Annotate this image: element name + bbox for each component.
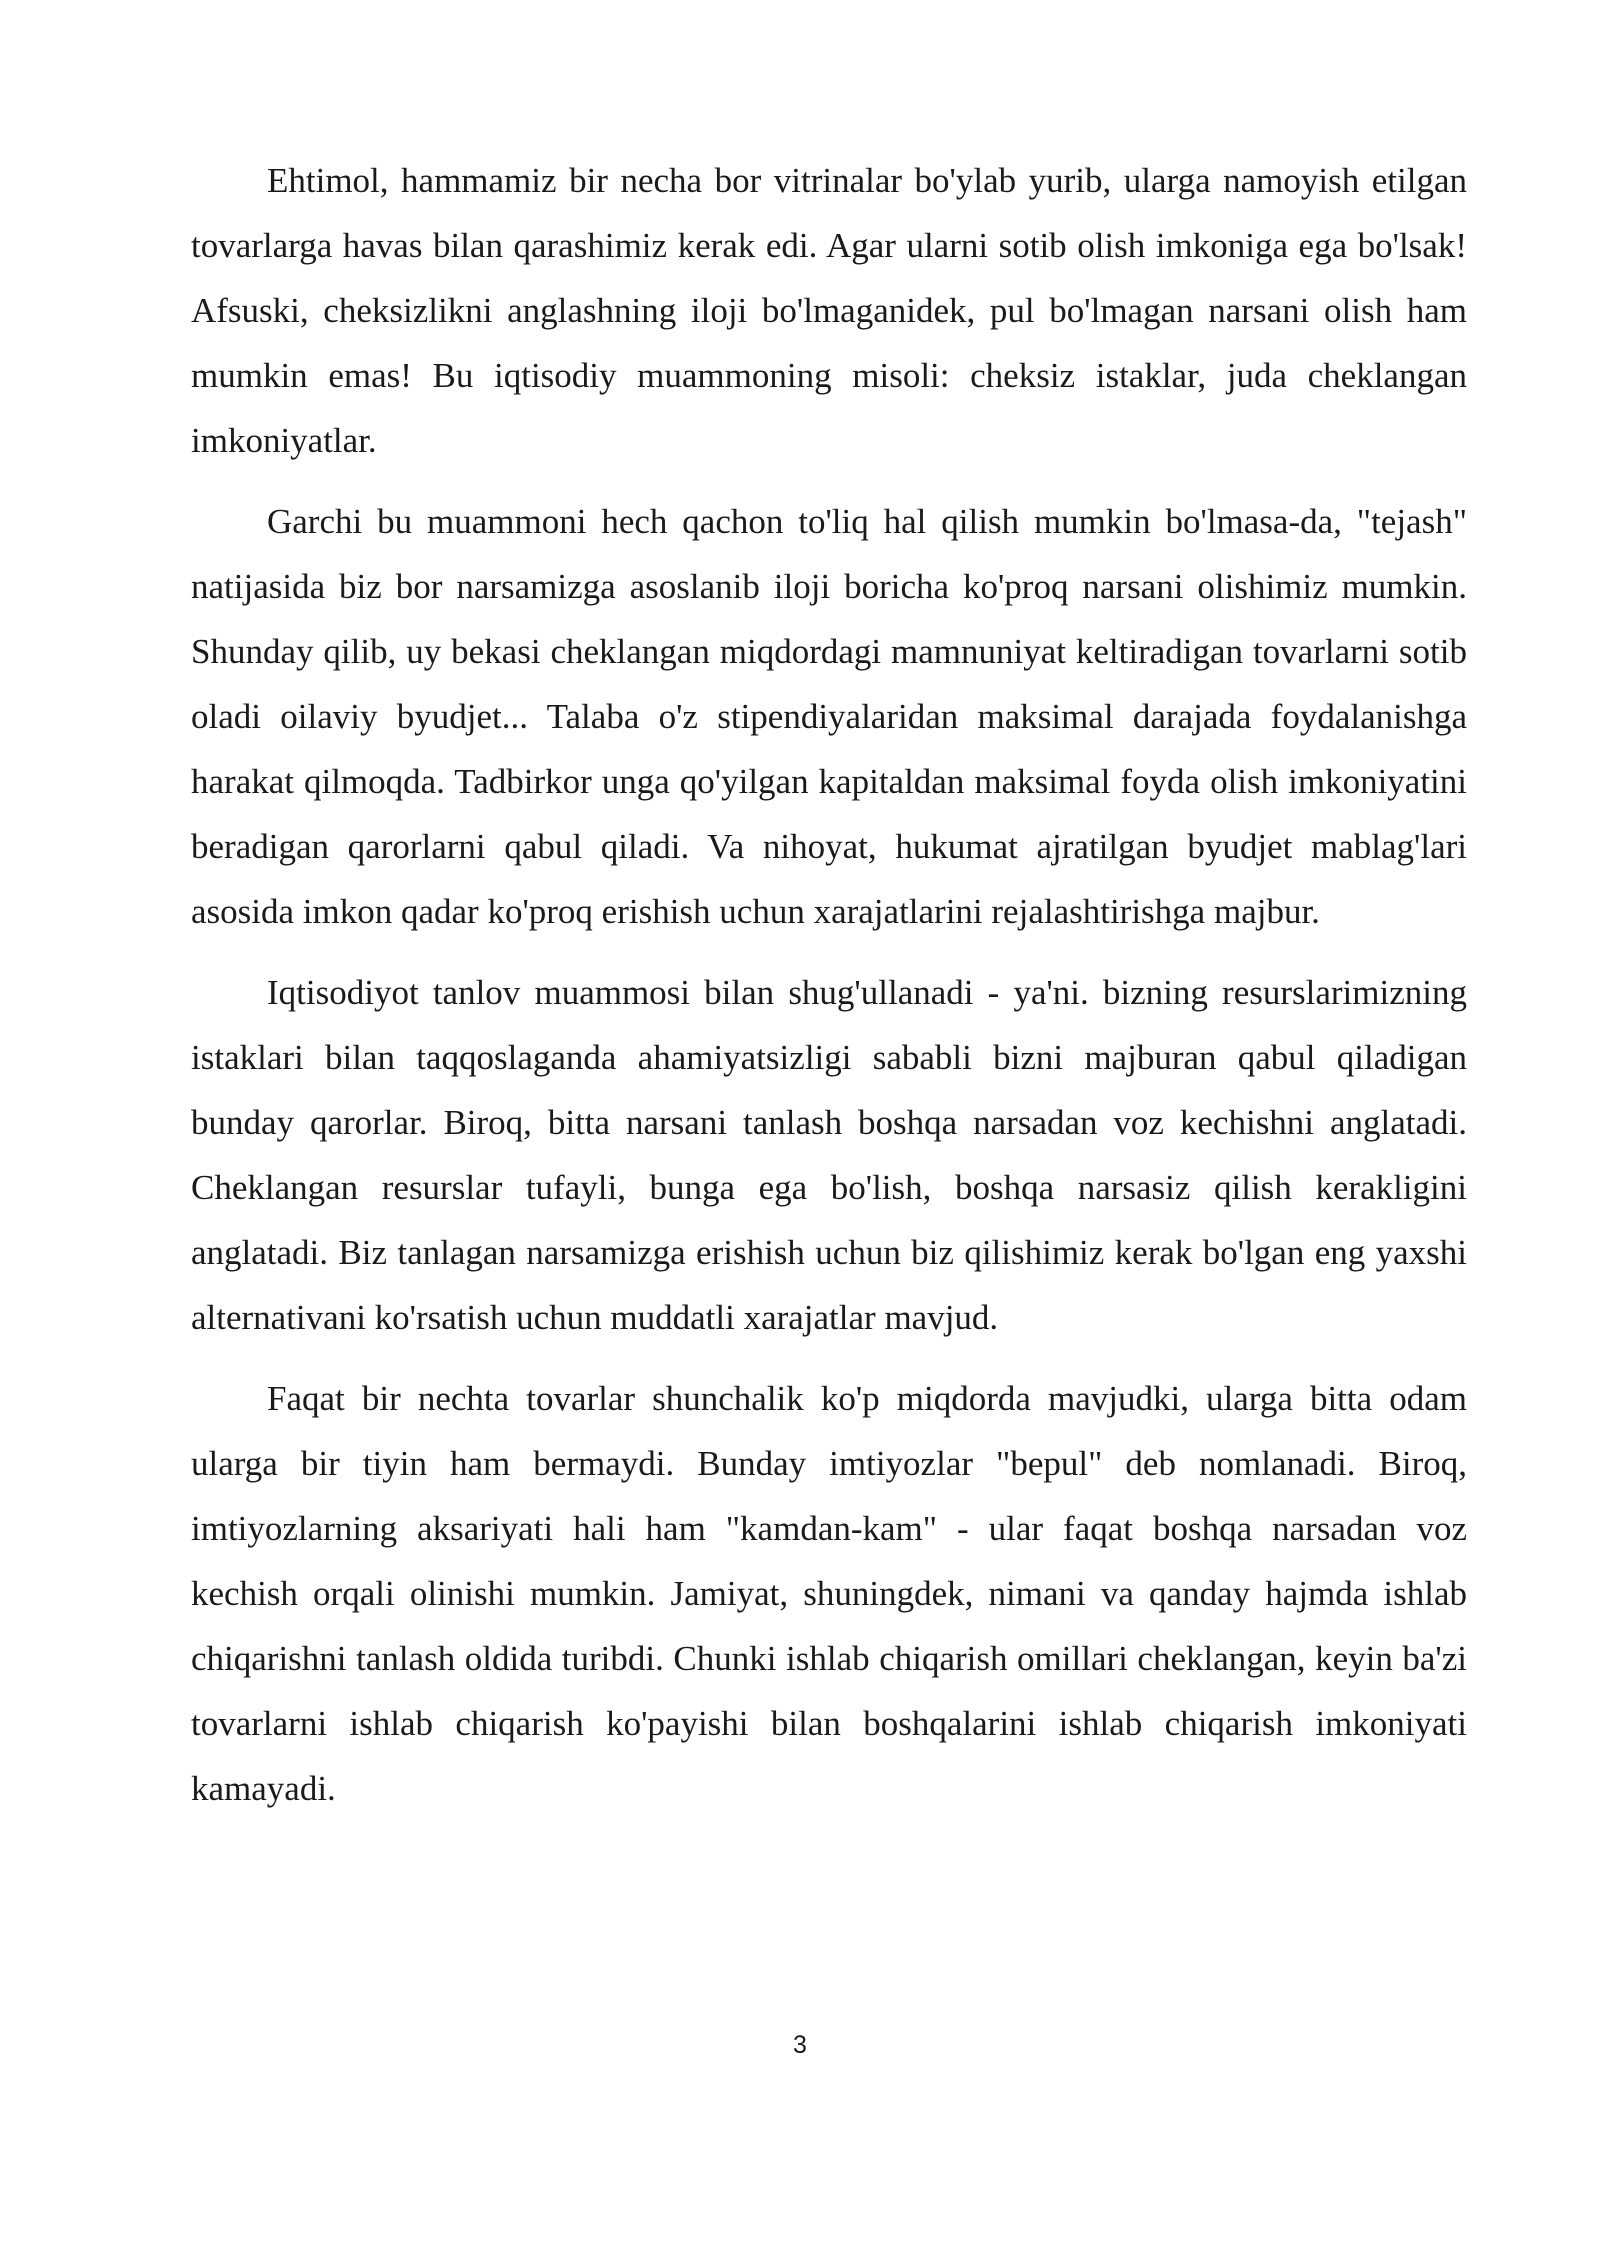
paragraph-2: Garchi bu muammoni hech qachon to'liq hal qilish mumkin bo'lmasa-da, "tejash" natijasida biz bor narsamizga asoslanib iloji boricha ko'proq narsani olishimiz mumkin. Shunday qilib, uy bekasi cheklangan miqdordagi mamnuniyat keltiradigan tovarlarni sotib oladi oilaviy byudjet... Talaba o'z stipendiyalaridan maksimal darajada foydalanishga harakat qilmoqda. Tadbirkor unga qo'yilgan kapitaldan maksimal foyda olish imkoniyatini beradigan qarorlarni qabul qiladi. Va nihoyat, hukumat ajratilgan byudjet mablag'lari asosida imkon qadar ko'proq erishish uchun xarajatlarini rejalashtirishga majbur. bbox=[191, 502, 1467, 931]
page-body bbox=[191, 148, 1467, 1837]
page-number: 3 bbox=[793, 2031, 807, 2059]
paragraph-3: Iqtisodiyot tanlov muammosi bilan shug'ullanadi - ya'ni. bizning resurslarimizning istaklari bilan taqqoslaganda ahamiyatsizligi sababli bizni majburan qabul qiladigan bunday qarorlar. Biroq, bitta narsani tanlash boshqa narsadan voz kechishni anglatadi. Cheklangan resurslar tufayli, bunga ega bo'lish, boshqa narsasiz qilish kerakligini anglatadi. Biz tanlagan narsamizga erishish uchun biz qilishimiz kerak bo'lgan eng yaxshi alternativani ko'rsatish uchun muddatli xarajatlar mavjud. bbox=[191, 973, 1467, 1337]
paragraph-1: Ehtimol, hammamiz bir necha bor vitrinalar bo'ylab yurib, ularga namoyish etilgan tovarlarga havas bilan qarashimiz kerak edi. Agar ularni sotib olish imkoniga ega bo'lsak! Afsuski, cheksizlikni anglashning iloji bo'lmaganidek, pul bo'lmagan narsani olish ham mumkin emas! Bu iqtisodiy muammoning misoli: cheksiz istaklar, juda cheklangan imkoniyatlar. bbox=[191, 161, 1467, 460]
paragraph-4: Faqat bir nechta tovarlar shunchalik ko'p miqdorda mavjudki, ularga bitta odam ularga bir tiyin ham bermaydi. Bunday imtiyozlar "bepul" deb nomlanadi. Biroq, imtiyozlarning aksariyati hali ham "kamdan-kam" - ular faqat boshqa narsadan voz kechish orqali olinishi mumkin. Jamiyat, shuningdek, nimani va qanday hajmda ishlab chiqarishni tanlash oldida turibdi. Chunki ishlab chiqarish omillari cheklangan, keyin ba'zi tovarlarni ishlab chiqarish ko'payishi bilan boshqalarini ishlab chiqarish imkoniyati kamayadi. bbox=[191, 1379, 1467, 1808]
